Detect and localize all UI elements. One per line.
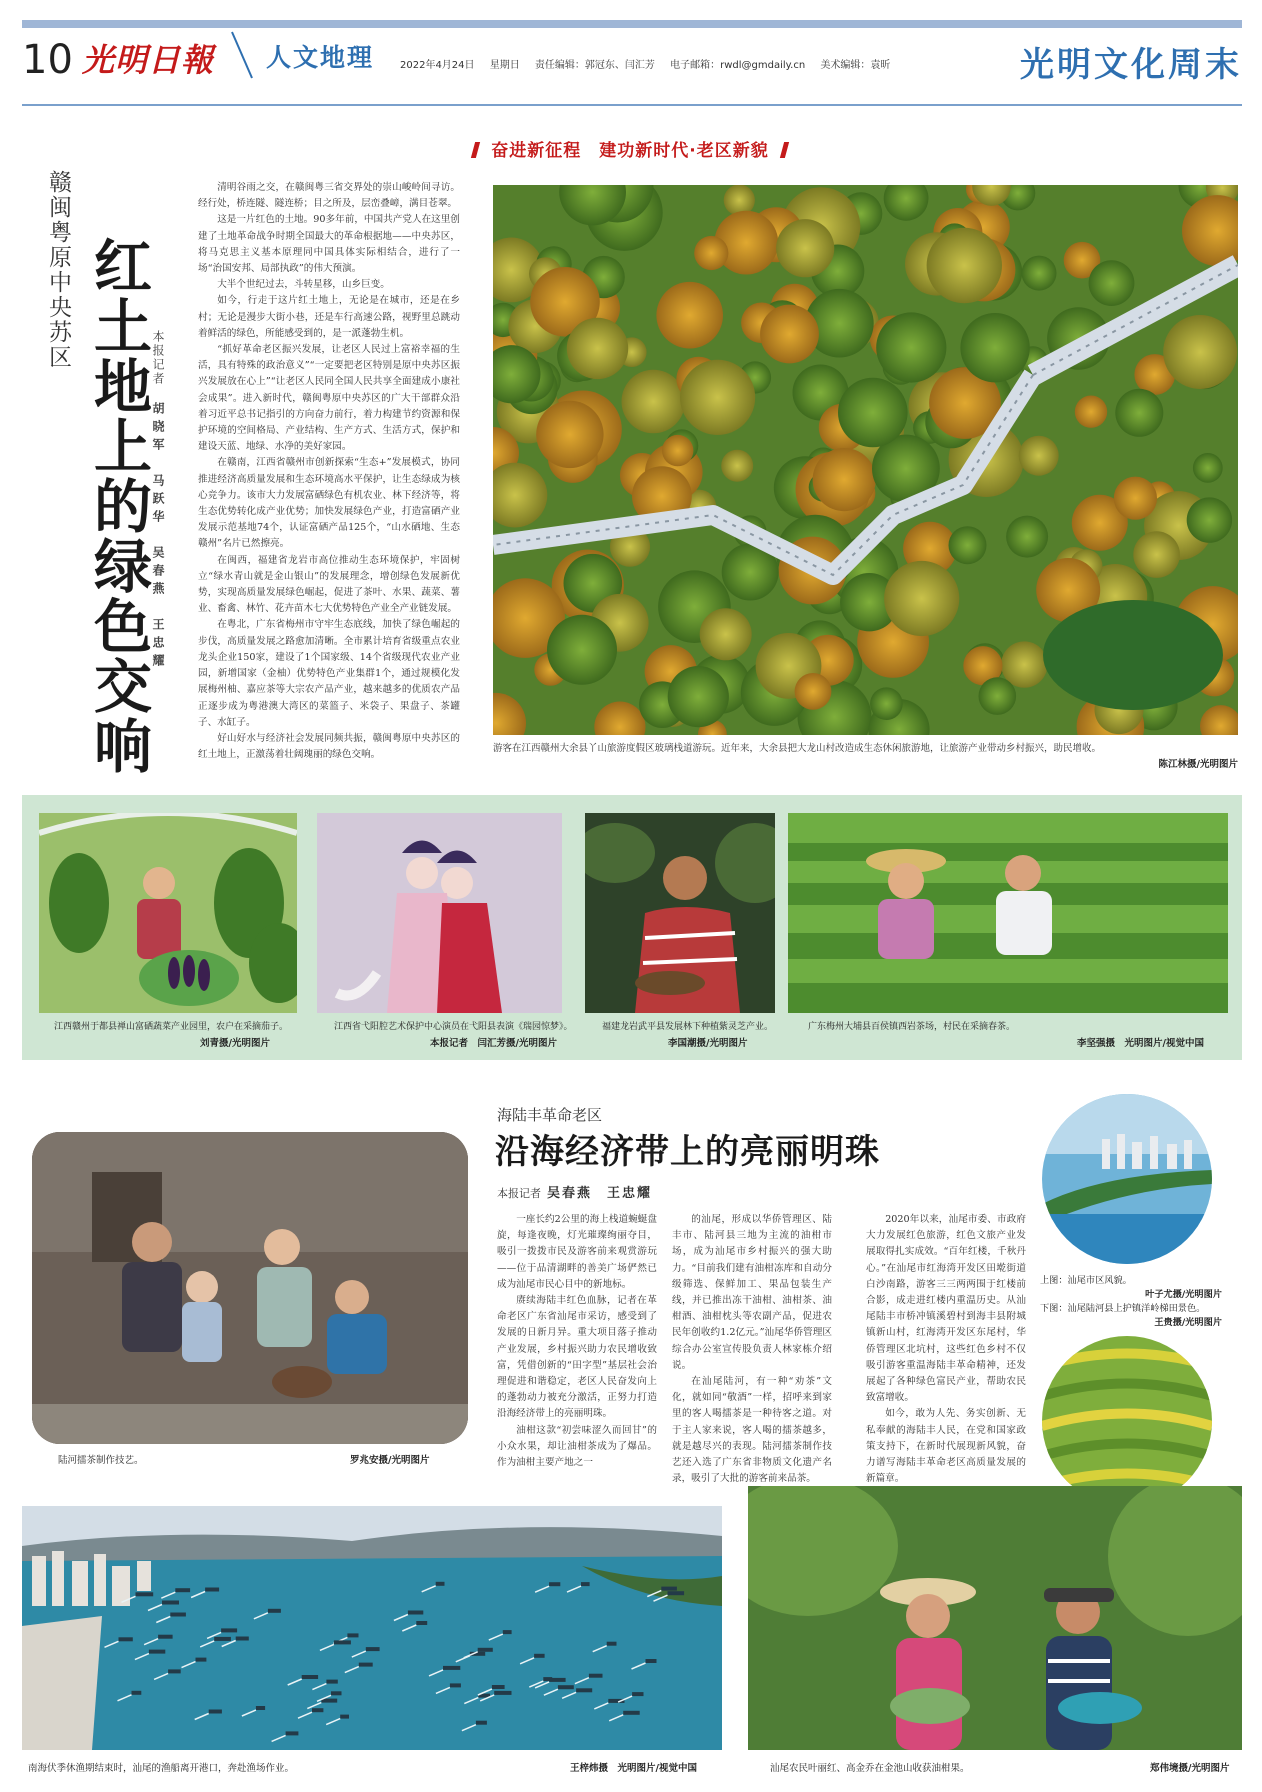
side-captions [1040, 1274, 1240, 1330]
paragraph: 在粤北，广东省梅州市守牢生态底线，加快了绿色崛起的步伐，高质量发展之路愈加清晰。全市累计培育省级重点农业龙头企业150家，建设了1个国家级、14个省级现代农业产业园，新增国家（金柚）优势特色产业集群1个，通过规模化发展梅州柚、嘉应茶等大宗农产品产业，越来越多的优质农产品正逐步成为粤港澳大湾区的菜篮子、米袋子、果盘子、茶罐子、水缸子。 [198, 619, 460, 728]
youkan-harvest-photo [748, 1486, 1242, 1750]
side-bottom-credit: 王贵摄/光明图片 [1154, 1317, 1222, 1328]
banner-mark-left [471, 142, 480, 158]
family-photo-credit: 罗兆安摄/光明图片 [350, 1455, 430, 1466]
page-number: 10 [22, 37, 73, 83]
paragraph: 在汕尾陆河，有一种“劝茶”文化，就如同“敬酒”一样，招呼来到家里的客人喝擂茶是一种待客之道。对于主人家来说，客人喝的擂茶越多，就是越尽兴的表现。陆河擂茶制作技艺还入选了广东省非物质文化遗产名录，吸引了大批的游客前来品茶。 [672, 1376, 832, 1485]
harbor-photo-caption: 南海伏季休渔期结束时，汕尾的渔船离开港口，奔赴渔场作业。 [28, 1763, 295, 1774]
farmers-photo-caption: 汕尾农民叶丽红、高金乔在金池山收获油柑果。 [770, 1763, 970, 1774]
paragraph: 在赣南，江西省赣州市创新探索“生态+”发展模式，协同推进经济高质量发展和生态环境高水平保护，让生态绿成为核心竞争力。该市大力发展富硒绿色有机农业、林下经济等，将生态优势转化成产业优势；加快发展绿色产业，打造富硒产业发展示范基地74个，认证富硒产品125个，“山水硒地、生态赣州”名片已然擦亮。 [198, 457, 460, 550]
tea-garden-illustration [788, 813, 1228, 1013]
harbor-illustration [22, 1506, 722, 1750]
masthead-rule [22, 104, 1242, 106]
photo-strip [22, 795, 1242, 1060]
strip-credit-4: 李坚强摄 光明图片/视觉中国 [1077, 1038, 1204, 1049]
farmers-photo-credit: 郑伟境摄/光明图片 [1150, 1763, 1230, 1774]
article2-column-3 [866, 1212, 1026, 1487]
article2-kicker: 海陆丰革命老区 [497, 1106, 603, 1124]
section-name: 人文地理 [266, 43, 375, 72]
paragraph: 2020年以来，汕尾市委、市政府大力发展红色旅游，红色文旅产业发展取得扎实成效。“百年红楼，千秋丹心。”在汕尾市红海湾开发区田墘街道白沙南路，游客三三两两围于红楼前合影，成走进红楼内重温历史。从汕尾陆丰市桥冲镇溪碧村到海丰县附城镇新山村，红海湾开发区东尾村，华侨管理区北坑村，这些红色乡村不仅吸引游客重温海陆丰革命精神，还发展起了各种绿色富民产业，帮助农民致富增收。 [866, 1214, 1026, 1404]
byline-label: 本报记者 [151, 330, 165, 386]
article1-headline: 红土地上的绿色交响 [84, 236, 152, 776]
editor-email: 电子邮箱：rwdl@gmdaily.cn [670, 60, 806, 71]
main-photo-caption: 游客在江西赣州大余县丫山旅游度假区玻璃栈道游玩。近年来，大余县把大龙山村改造成生态休闲旅游地，让旅游产业带动乡村振兴，助民增收。 [493, 743, 1102, 754]
paragraph: 赓续海陆丰红色血脉，记者在革命老区广东省汕尾市采访，感受到了发展的日新月异。重大项目落子推动产业发展，乡村振兴助力农民增收致富，凭借创新的“田字型”基层社会治理促进和谐稳定，老区人民奋发向上的蓬勃动力被充分激活，正努力打造沿海经济带上的亮丽明珠。 [497, 1295, 657, 1420]
tea-picking-photo [788, 813, 1228, 1013]
art-editor: 美术编辑：袁昕 [820, 60, 891, 71]
glass-walkway-photo [493, 185, 1238, 735]
paragraph: 如今，行走于这片红土地上，无论是在城市，还是在乡村；无论是漫步大街小巷，还是车行高速公路，视野里总跳动着鲜活的绿色，所能感受到的，是一派蓬勃生机。 [198, 295, 460, 339]
responsible-editors: 责任编辑：郭冠东、闫汇芳 [534, 60, 655, 71]
masthead-divider [228, 30, 256, 80]
paragraph: 好山好水与经济社会发展同频共振，赣闽粤原中央苏区的红土地上，正激荡着壮阔瑰丽的绿色交响。 [198, 732, 460, 761]
opera-performance-photo [317, 813, 562, 1013]
issue-weekday: 星期日 [489, 60, 520, 71]
strip-caption-4: 广东梅州大埔县百侯镇西岩茶场，村民在采摘春茶。 [808, 1022, 1016, 1032]
side-top-credit: 叶子尤摄/光明图片 [1145, 1289, 1222, 1300]
banner-text: 奋进新征程 建功新时代·老区新貌 [491, 141, 769, 161]
orchard-illustration [748, 1486, 1242, 1750]
ganoderma-farmer-photo [585, 813, 775, 1013]
opera-illustration [317, 813, 562, 1013]
paragraph: 如今，敢为人先、务实创新、无私奉献的海陆丰人民，在党和国家政策支持下，在新时代展现新风貌，奋力谱写海陆丰革命老区高质量发展的新篇章。 [866, 1408, 1026, 1485]
strip-credit-2: 本报记者 闫汇芳摄/光明图片 [430, 1038, 557, 1049]
paragraph: 大半个世纪过去，斗转星移，山乡巨变。 [217, 279, 390, 291]
byline2-names: 吴春燕 王忠耀 [547, 1186, 653, 1201]
article2-column-1 [497, 1212, 657, 1471]
theme-banner [420, 136, 840, 161]
banner-mark-right [780, 142, 789, 158]
greenhouse-illustration [39, 813, 297, 1013]
paragraph: 油柑这款“初尝味涩久而回甘”的小众水果，却让油柑茶成为了爆品。作为油柑主要产地之一 [497, 1424, 657, 1469]
forest-aerial-illustration [493, 185, 1238, 735]
leicha-family-photo [32, 1132, 468, 1444]
paragraph: “抓好革命老区振兴发展，让老区人民过上富裕幸福的生活，具有特殊的政治意义”“一定要把老区特别是原中央苏区振兴发展放在心上”“让老区人民同全国人民共享全面建成小康社会成果”。进入新时代，赣闽粤原中央苏区的广大干部群众沿着习近平总书记指引的方向奋力前行，着力构建节约资源和保护环境的空间格局、产业结构、生产方式、生活方式，保护和建设天蓝、地绿、水净的美好家园。 [198, 344, 460, 453]
strip-credit-1: 刘青摄/光明图片 [200, 1038, 270, 1049]
strip-caption-2: 江西省弋阳腔艺术保护中心演员在弋阳县表演《瑞园惊梦》。 [334, 1022, 573, 1032]
byline2-label: 本报记者 [497, 1187, 541, 1200]
weekly-title: 光明文化周末 [1020, 45, 1242, 85]
shanwei-city-photo [1042, 1094, 1212, 1264]
article1-kicker: 赣闽粤原中央苏区 [45, 170, 71, 370]
article2-byline [497, 1182, 652, 1201]
family-photo-caption: 陆河擂茶制作技艺。 [58, 1455, 144, 1466]
eggplant-harvest-photo [39, 813, 297, 1013]
paragraph: 的汕尾，形成以华侨管理区、陆丰市、陆河县三地为主流的油柑市场，成为汕尾市乡村振兴的强大助力。“目前我们建有油柑冻库和自动分级筛选、保鲜加工、果品包装生产线，并已推出冻干油柑、油柑茶、油柑酒、油柑枕头等农副产品，促进农民年创收约1.2亿元。”汕尾华侨管理区综合办公室宣传股负责人林家栋介绍说。 [672, 1214, 832, 1371]
strip-caption-3: 福建龙岩武平县发展林下种植紫灵芝产业。 [602, 1022, 774, 1032]
paragraph: 这是一片红色的土地。90多年前，中国共产党人在这里创建了土地革命战争时期全国最大的革命根据地——中央苏区，将马克思主义基本原理同中国具体实际相结合，进行了一场“治国安邦、局部执政”的伟大预演。 [198, 214, 460, 275]
terrace-illustration [1042, 1336, 1212, 1506]
paragraph: 一座长约2公里的海上栈道蜿蜒盘旋，每逢夜晚，灯光璀璨绚丽夺目，吸引一拨拨市民及游客前来观赏游玩——位于品清湖畔的善美广场俨然已成为汕尾市民心目中的新地标。 [497, 1214, 657, 1290]
harbor-photo-credit: 王梓炜摄 光明图片/视觉中国 [570, 1763, 697, 1774]
article1-body [198, 180, 460, 763]
city-bay-illustration [1042, 1094, 1212, 1264]
strip-caption-1: 江西赣州于都县禅山富硒蔬菜产业园里，农户在采摘茄子。 [54, 1022, 289, 1032]
top-rule [22, 20, 1242, 28]
masthead-meta [400, 56, 902, 71]
paragraph: 清明谷雨之交，在赣闽粤三省交界处的崇山峻岭间寻访。经行处，桥连隧、隧连桥；目之所及，层峦叠嶂，满目苍翠。 [198, 182, 460, 210]
farmer-illustration [585, 813, 775, 1013]
family-illustration [32, 1132, 468, 1444]
paragraph: 在闽西，福建省龙岩市高位推动生态环境保护，牢固树立“绿水青山就是金山银山”的发展理念，增创绿色发展新优势，实现高质量发展绿色崛起，促进了茶叶、水果、蔬菜、薯业、畜禽、林竹、花卉苗木七大优势特色产业全产业链发展。 [198, 554, 460, 615]
issue-date: 2022年4月24日 [400, 60, 475, 71]
paper-name-logo: 光明日報 [82, 41, 215, 79]
side-bottom-caption: 下图：汕尾陆河县上护镇洋岭梯田景色。 [1040, 1303, 1206, 1314]
article2-column-2 [672, 1212, 832, 1487]
article2-headline: 沿海经济带上的亮丽明珠 [495, 1132, 880, 1172]
main-photo-credit: 陈江林摄/光明图片 [1158, 759, 1238, 770]
article1-byline [150, 330, 166, 672]
byline-names: 胡晓军 马跃华 吴春燕 王忠耀 [151, 402, 165, 672]
side-top-caption: 上图：汕尾市区风貌。 [1040, 1275, 1132, 1286]
fishing-harbor-photo [22, 1506, 722, 1750]
terraced-fields-photo [1042, 1336, 1212, 1506]
strip-credit-3: 李国潮摄/光明图片 [668, 1038, 748, 1049]
